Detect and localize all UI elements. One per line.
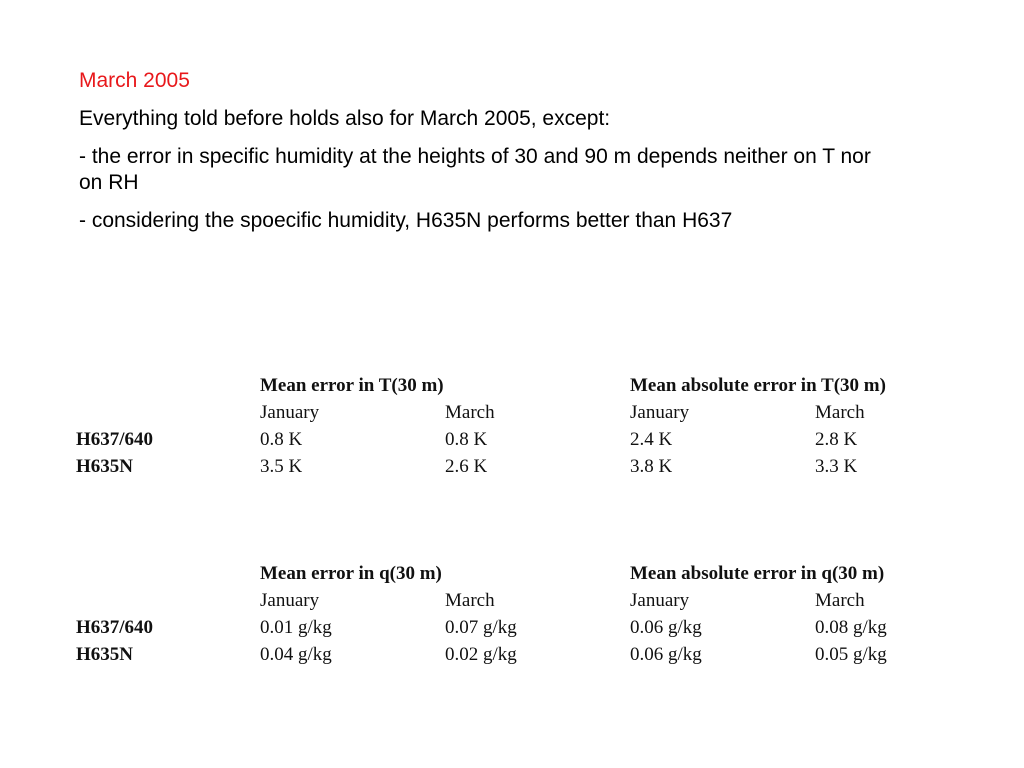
value-cell: 3.5 K [260,456,303,477]
value-cell: 0.04 g/kg [260,644,332,665]
value-cell: 0.8 K [260,429,303,450]
mean-absolute-error-header: Mean absolute error in T(30 m) [630,375,886,396]
text-block [79,68,899,246]
mean-error-header: Mean error in q(30 m) [260,563,442,584]
value-cell: 2.4 K [630,429,673,450]
value-cell: 0.8 K [445,429,488,450]
bullet-2: - considering the spoecific humidity, H635N performs better than H637 [79,209,733,232]
month-cell: March [815,402,865,423]
row-label: H637/640 [76,617,154,638]
value-cell: 0.06 g/kg [630,644,702,665]
value-cell: 0.06 g/kg [630,617,702,638]
value-cell: 0.05 g/kg [815,644,887,665]
value-cell: 3.8 K [630,456,673,477]
mean-absolute-error-header: Mean absolute error in q(30 m) [630,563,885,584]
month-cell: January [260,590,320,611]
row-label: H637/640 [76,429,154,450]
month-cell: March [815,590,865,611]
value-cell: 0.08 g/kg [815,617,887,638]
row-label: H635N [76,456,133,477]
bullet-1: - the error in specific humidity at the heights of 30 and 90 m depends neither on T nor on RH [79,145,871,194]
month-cell: January [630,590,690,611]
month-cell: March [445,590,495,611]
row-label: H635N [76,644,133,665]
value-cell: 3.3 K [815,456,858,477]
value-cell: 0.01 g/kg [260,617,332,638]
slide-title: March 2005 [79,69,190,92]
month-cell: March [445,402,495,423]
month-cell: January [630,402,690,423]
value-cell: 2.8 K [815,429,858,450]
mean-error-header: Mean error in T(30 m) [260,375,444,396]
value-cell: 0.07 g/kg [445,617,517,638]
value-cell: 0.02 g/kg [445,644,517,665]
month-cell: January [260,402,320,423]
value-cell: 2.6 K [445,456,488,477]
intro-text: Everything told before holds also for March 2005, except: [79,107,611,130]
